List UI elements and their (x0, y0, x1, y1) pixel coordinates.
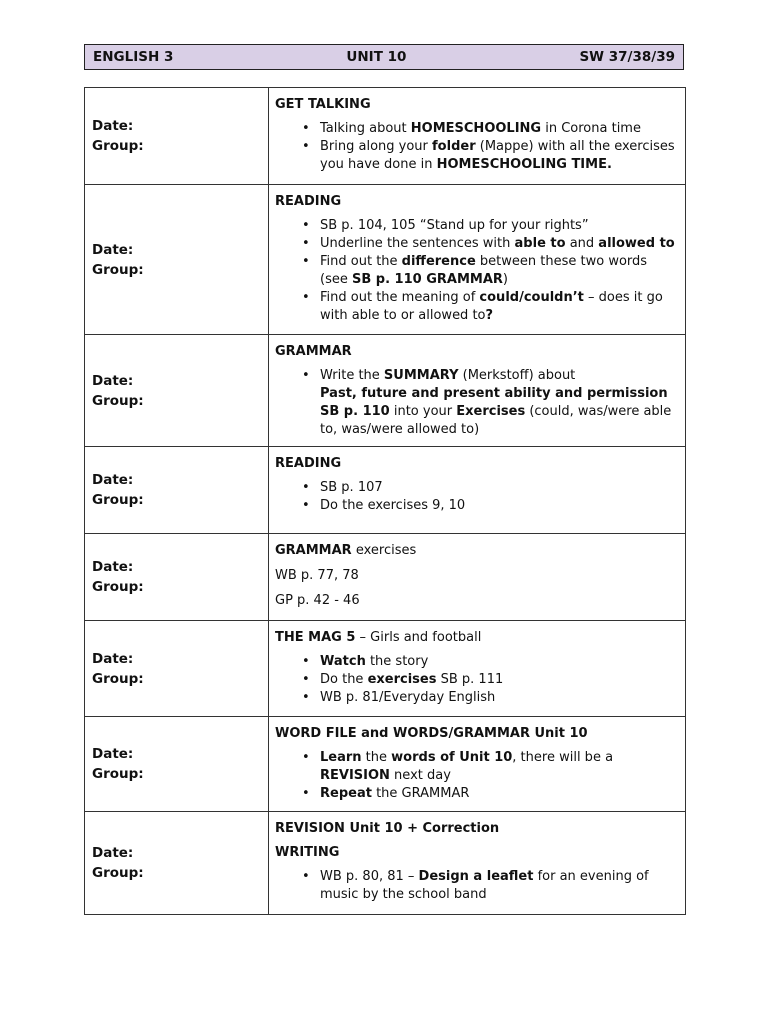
activity-cell (269, 717, 686, 812)
header-bar (84, 44, 684, 70)
lesson-plan-table (84, 87, 686, 915)
group-label: Group: (92, 579, 144, 595)
activity-list (275, 367, 679, 439)
date-group-cell (85, 812, 269, 915)
group-label: Group: (92, 670, 144, 687)
list-item: • Watch the story (320, 653, 679, 671)
list-item: • SB p. 107 (320, 479, 679, 497)
date-label: Date: (92, 472, 134, 488)
list-item: • Learn the words of Unit 10, there will be a REVISION next day (320, 749, 679, 785)
lesson-row (85, 185, 686, 335)
list-item: • Underline the sentences with able to and allowed to (320, 235, 679, 253)
activity-cell (269, 88, 686, 185)
date-group-cell (85, 88, 269, 185)
activity-cell (269, 812, 686, 915)
list-item: • Do the exercises 9, 10 (320, 497, 679, 515)
list-item: • Bring along your folder (Mappe) with all the exercises you have done in HOMESCHOOLING TIME. (320, 138, 679, 174)
date-group-cell (85, 621, 269, 717)
date-label: Date: (92, 241, 134, 258)
activity-title: THE MAG 5 – Girls and football (275, 630, 482, 645)
date-label: Date: (92, 372, 134, 389)
date-label: Date: (92, 845, 134, 861)
activity-subtitle: WRITING (275, 845, 340, 860)
activity-list (275, 120, 679, 174)
activity-title: READING (275, 194, 342, 209)
week-label: SW 37/38/39 (579, 49, 675, 65)
lesson-row (85, 88, 686, 185)
activity-line: GP p. 42 - 46 (275, 593, 360, 608)
subject-label: ENGLISH 3 (93, 49, 174, 65)
activity-cell (269, 534, 686, 621)
group-label: Group: (92, 492, 144, 508)
activity-cell (269, 447, 686, 534)
list-item: • WB p. 81/Everyday English (320, 689, 679, 707)
date-group-cell (85, 335, 269, 447)
group-label: Group: (92, 865, 144, 881)
date-label: Date: (92, 559, 134, 575)
date-label: Date: (92, 118, 134, 134)
lesson-row (85, 621, 686, 717)
list-item: • Repeat the GRAMMAR (320, 785, 679, 803)
list-item: • Find out the difference between these two words (see SB p. 110 GRAMMAR) (320, 253, 679, 289)
list-item: • WB p. 80, 81 – Design a leaflet for an evening of music by the school band (320, 868, 679, 904)
activity-title: GRAMMAR exercises (275, 543, 417, 558)
activity-title: WORD FILE and WORDS/GRAMMAR Unit 10 (275, 726, 588, 741)
date-group-cell (85, 447, 269, 534)
date-group-cell (85, 717, 269, 812)
activity-list (275, 217, 679, 325)
list-item: • SB p. 104, 105 “Stand up for your rights” (320, 217, 679, 235)
date-group-cell (85, 185, 269, 335)
activity-list (275, 749, 679, 803)
list-item: • Find out the meaning of could/couldn’t – does it go with able to or allowed to? (320, 289, 679, 325)
activity-list (275, 479, 679, 515)
group-label: Group: (92, 261, 144, 278)
group-label: Group: (92, 138, 144, 154)
activity-list (275, 653, 679, 707)
group-label: Group: (92, 392, 144, 409)
lesson-row (85, 534, 686, 621)
activity-cell (269, 335, 686, 447)
lesson-row (85, 812, 686, 915)
activity-title: GRAMMAR (275, 344, 352, 359)
activity-list (275, 868, 679, 904)
lesson-row (85, 447, 686, 534)
date-label: Date: (92, 650, 134, 667)
unit-label: UNIT 10 (346, 49, 407, 65)
date-label: Date: (92, 746, 134, 762)
activity-cell (269, 185, 686, 335)
date-group-cell (85, 534, 269, 621)
activity-title: READING (275, 456, 342, 471)
lesson-row (85, 717, 686, 812)
activity-title: GET TALKING (275, 97, 371, 112)
activity-title: REVISION Unit 10 + Correction (275, 821, 500, 836)
group-label: Group: (92, 766, 144, 782)
activity-cell (269, 621, 686, 717)
list-item: • Write the SUMMARY (Merkstoff) about Past, future and present ability and permission SB p. 110 into your Exercises (could, was/were able to, was/were allowed to) (320, 367, 679, 439)
list-item: • Do the exercises SB p. 111 (320, 671, 679, 689)
lesson-row (85, 335, 686, 447)
list-item: • Talking about HOMESCHOOLING in Corona time (320, 120, 679, 138)
activity-line: WB p. 77, 78 (275, 568, 359, 583)
